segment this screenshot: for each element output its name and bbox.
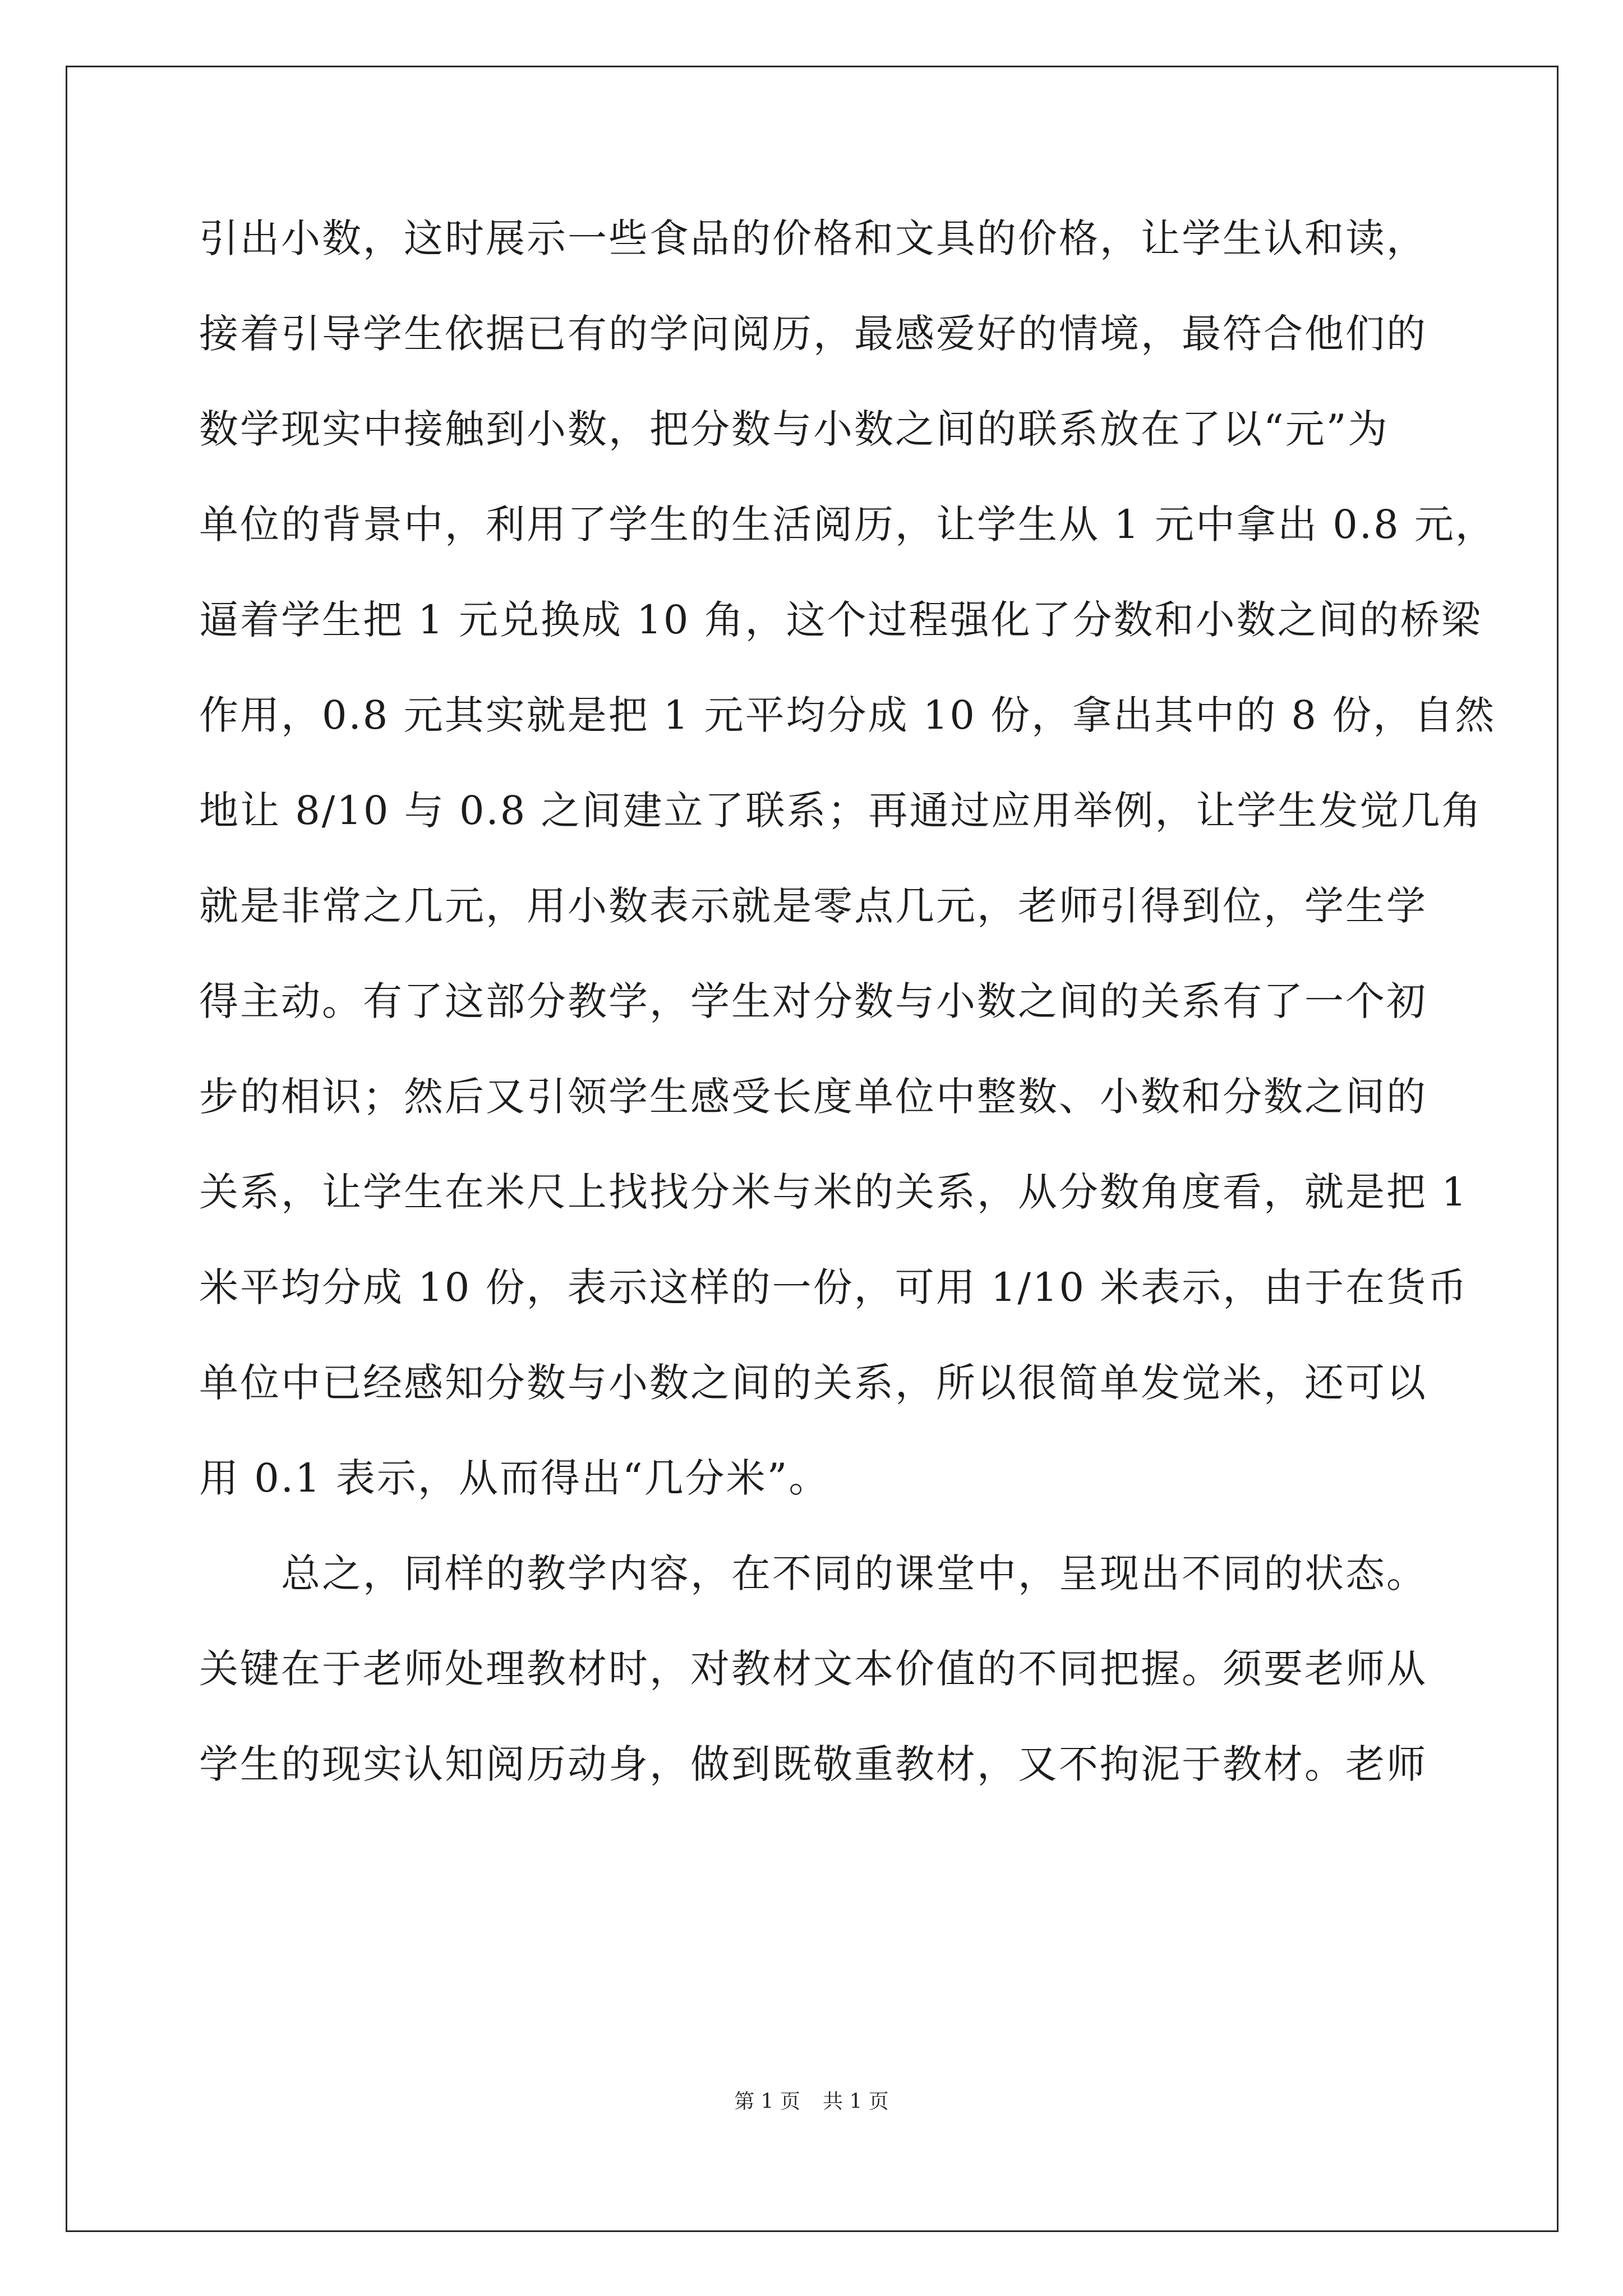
- paragraph-first-line: 总之，同样的教学内容，在不同的课堂中，呈现出不同的状态。: [199, 1550, 1427, 1596]
- text-line: 接着引导学生依据已有的学问阅历，最感爱好的情境，最符合他们的: [199, 311, 1427, 357]
- total-pages: 共 1 页: [823, 2090, 889, 2113]
- text-line: 步的相识；然后又引领学生感受长度单位中整数、小数和分数之间的: [199, 1074, 1427, 1120]
- text-line: 地让 8/10 与 0.8 之间建立了联系；再通过应用举例，让学生发觉几角: [199, 788, 1483, 834]
- text-line: 引出小数，这时展示一些食品的价格和文具的价格，让学生认和读，: [199, 215, 1427, 261]
- text-line: 单位中已经感知分数与小数之间的关系，所以很简单发觉米，还可以: [199, 1360, 1427, 1406]
- text-line: 米平均分成 10 份，表示这样的一份，可用 1/10 米表示，由于在货币: [199, 1264, 1469, 1310]
- text-line: 单位的背景中，利用了学生的生活阅历，让学生从 1 元中拿出 0.8 元，: [199, 501, 1496, 547]
- page-footer: [0, 2088, 1623, 2116]
- text-line: 逼着学生把 1 元兑换成 10 角，这个过程强化了分数和小数之间的桥梁: [199, 597, 1482, 643]
- text-line: 关系，让学生在米尺上找找分米与米的关系，从分数角度看，就是把 1: [199, 1169, 1468, 1215]
- text-line: 学生的现实认知阅历动身，做到既敬重教材，又不拘泥于教材。老师: [199, 1741, 1427, 1787]
- text-line: 用 0.1 表示，从而得出“几分米”。: [199, 1455, 830, 1501]
- text-line: 数学现实中接触到小数，把分数与小数之间的联系放在了以“元”为: [199, 406, 1389, 452]
- page-number: 第 1 页: [734, 2090, 800, 2113]
- text-line: 就是非常之几元，用小数表示就是零点几元，老师引得到位，学生学: [199, 883, 1427, 929]
- text-line: 关键在于老师处理教材时，对教材文本价值的不同把握。须要老师从: [199, 1646, 1427, 1692]
- text-line: 得主动。有了这部分教学，学生对分数与小数之间的关系有了一个初: [199, 978, 1427, 1024]
- page-frame: [66, 66, 1559, 2232]
- text-line: 作用，0.8 元其实就是把 1 元平均分成 10 份，拿出其中的 8 份，自然: [199, 692, 1496, 738]
